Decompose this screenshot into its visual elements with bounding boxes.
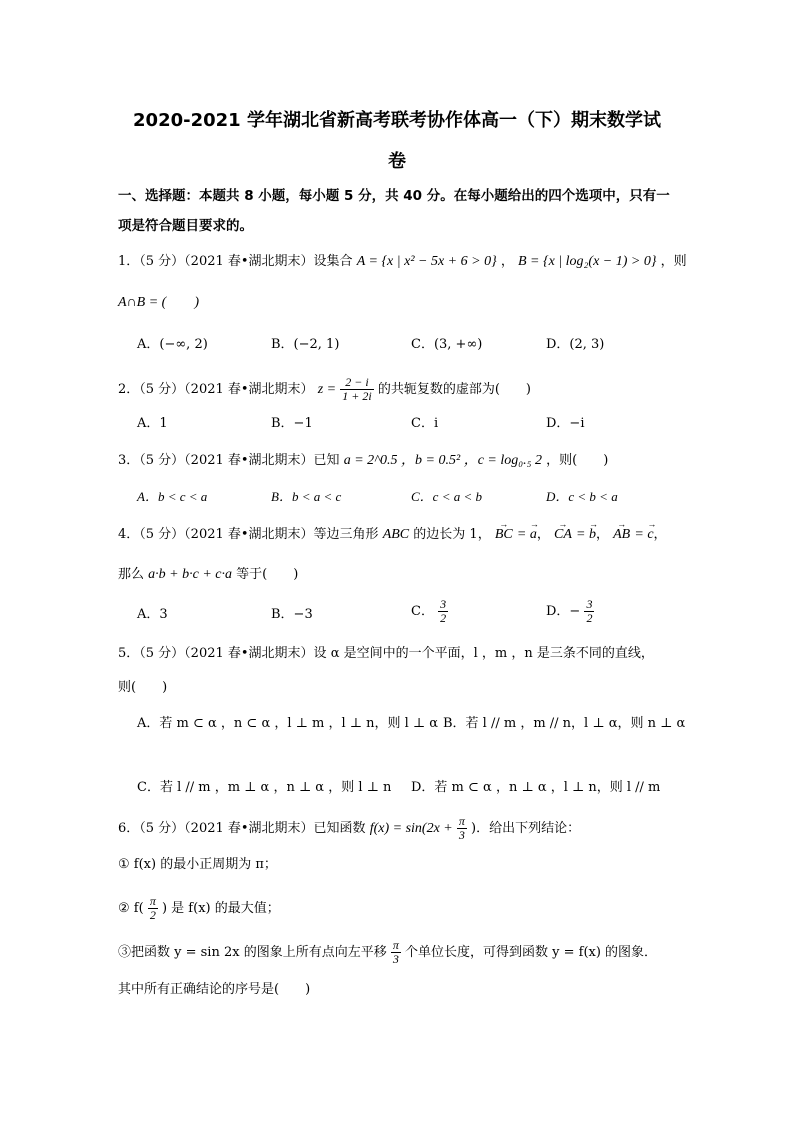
question-5-option-d[interactable]: D．若 m ⊂ α ，n ⊥ α ，l ⊥ n，则 l // m [411, 780, 661, 795]
question-1-prefix: 1．（5 分）（2021 春•湖北期末）设集合 [118, 254, 353, 269]
question-1-stem: 1．（5 分）（2021 春•湖北期末）设集合 A = {x | x² − 5x + 6 > 0} ， B = {x | log₂(x − 1) > 0} ，则 [118, 254, 687, 269]
question-6-prefix: 6．（5 分）（2021 春•湖北期末）已知函数 [118, 821, 366, 836]
question-3-option-c[interactable]: C．c < a < b [411, 489, 482, 504]
question-6-fraction-den: 3 [458, 828, 465, 842]
question-6-claim-3-tail: 个单位长度，可得到函数 y = f(x) 的图象． [405, 945, 658, 960]
question-6-claim-3 [118, 939, 657, 966]
question-2-option-c[interactable]: C．i [411, 416, 439, 431]
question-4-option-d-den: 2 [586, 611, 593, 625]
question-6-claim-3-prefix: ③把函数 y = sin 2x 的图象上所有点向左平移 [118, 945, 387, 960]
question-3-option-a[interactable]: A．b < c < a [137, 489, 208, 504]
question-3-tail: ，则( ) [546, 453, 609, 468]
question-5-option-a[interactable]: A．若 m ⊂ α ，n ⊂ α ，l ⊥ m ，l ⊥ n，则 l ⊥ α [137, 716, 439, 731]
question-5-line2: 则( ) [118, 680, 168, 695]
question-4-line2-tail: 等于( ) [236, 567, 299, 582]
question-3-option-d[interactable]: D．c < b < a [546, 489, 618, 504]
question-2-z: z = [317, 382, 337, 397]
question-2-option-b[interactable]: B．−1 [271, 416, 313, 431]
question-6-claim-2-fraction [148, 895, 158, 922]
question-4-option-c-den: 2 [440, 611, 447, 625]
question-2-stem [118, 376, 531, 403]
question-6-fraction [457, 815, 467, 842]
question-4-vector-ca: → CA [554, 525, 572, 545]
question-6-claim-2-den: 2 [149, 908, 156, 922]
question-2-denominator: 1 + 2i [342, 389, 372, 403]
question-6-claim-2-tail: ) 是 f(x) 的最大值； [161, 901, 280, 916]
section-heading-line1: 一、选择题：本题共 8 小题，每小题 5 分，共 40 分。在每小题给出的四个选项中，只有一 [118, 188, 670, 204]
section-heading-line2: 项是符合题目要求的。 [118, 218, 253, 234]
question-6-claim-3-fraction [391, 939, 401, 966]
question-1-tail: ，则 [660, 254, 687, 269]
question-1-option-d[interactable]: D．(2, 3) [546, 337, 605, 352]
question-5-option-c[interactable]: C．若 l // m ，m ⊥ α ，n ⊥ α ，则 l ⊥ n [137, 780, 392, 795]
question-6-stem [118, 815, 580, 842]
question-5-stem: 5．（5 分）（2021 春•湖北期末）设 α 是空间中的一个平面，l ，m ，n 是三条不同的直线， [118, 646, 654, 661]
question-4-dot-expression: a·b + b·c + c·a [148, 567, 232, 582]
question-4-vector-b: → b [589, 525, 596, 545]
question-1-option-a[interactable]: A．(−∞, 2) [137, 337, 208, 352]
question-4-line2-prefix: 那么 [118, 567, 145, 582]
question-1-option-c[interactable]: C．(3, +∞) [411, 337, 483, 352]
question-4-vector-bc: → BC [495, 525, 513, 545]
question-1-line2: A∩B = ( ) [118, 295, 199, 310]
question-3-expression: a = 2^0.5 ，b = 0.5² ，c = log₀.₅ 2 [343, 453, 542, 468]
question-4-vector-ab: → AB [613, 525, 630, 545]
question-3-stem [118, 451, 608, 471]
question-4-triangle: ABC [382, 527, 410, 542]
question-4-option-c[interactable] [411, 598, 448, 625]
question-3-option-b[interactable]: B．b < a < c [271, 489, 342, 504]
question-4-vector-a: → a [530, 525, 537, 545]
question-3-prefix: 3．（5 分）（2021 春•湖北期末）已知 [118, 453, 340, 468]
question-4-option-b[interactable]: B．−3 [271, 607, 313, 622]
question-2-tail: 的共轭复数的虚部为( ) [377, 382, 531, 397]
question-2-fraction [340, 376, 373, 403]
question-4-stem: 4．（5 分）（2021 春•湖北期末）等边三角形 ABC 的边长为 1， → BC = → a， → CA = → b， → AB = → c， [118, 525, 667, 545]
question-2-prefix: 2．（5 分）（2021 春•湖北期末） [118, 382, 314, 397]
question-4-option-d-num: 3 [586, 597, 593, 611]
exam-title-line2: 卷 [388, 151, 406, 172]
exam-title-line1: 2020-2021 学年湖北省新高考联考协作体高一（下）期末数学试 [133, 110, 661, 131]
question-6-tail: )．给出下列结论： [471, 821, 581, 836]
question-6-claim-2-prefix: ② f( [118, 901, 144, 916]
question-2-option-a[interactable]: A．1 [137, 416, 168, 431]
question-6-claim-3-num: π [392, 938, 399, 952]
question-6-claim-2-num: π [149, 894, 156, 908]
question-1-option-b[interactable]: B．(−2, 1) [271, 337, 340, 352]
question-1-set-b: B = {x | log₂(x − 1) > 0} [517, 254, 657, 269]
question-5-option-b[interactable]: B．若 l // m ，m // n，l ⊥ α，则 n ⊥ α [443, 716, 686, 731]
question-6-fraction-num: π [458, 814, 465, 828]
question-4-option-a[interactable]: A．3 [137, 607, 168, 622]
question-4-prefix: 4．（5 分）（2021 春•湖北期末）等边三角形 [118, 527, 379, 542]
question-6-final: 其中所有正确结论的序号是( ) [118, 982, 311, 997]
question-4-option-c-label: C． [411, 604, 434, 619]
question-6-function: f(x) = sin(2x + [369, 821, 453, 836]
question-2-option-d[interactable]: D．−i [546, 416, 585, 431]
question-6-claim-2 [118, 895, 280, 922]
question-4-option-d[interactable] [546, 598, 594, 625]
question-4-mid: 的边长为 1， [413, 527, 491, 542]
question-6-claim-1: ① f(x) 的最小正周期为 π； [118, 857, 277, 872]
question-4-option-c-num: 3 [440, 597, 447, 611]
question-4-line2 [118, 565, 298, 585]
question-1-set-a: A = {x | x² − 5x + 6 > 0} [356, 254, 497, 269]
question-4-option-d-fraction [584, 598, 594, 625]
question-6-claim-3-den: 3 [392, 952, 399, 966]
question-4-option-d-label: D．− [546, 604, 581, 619]
question-4-vector-c: → c [647, 525, 653, 545]
question-2-numerator: 2 − i [340, 376, 373, 390]
question-4-option-c-fraction [438, 598, 448, 625]
